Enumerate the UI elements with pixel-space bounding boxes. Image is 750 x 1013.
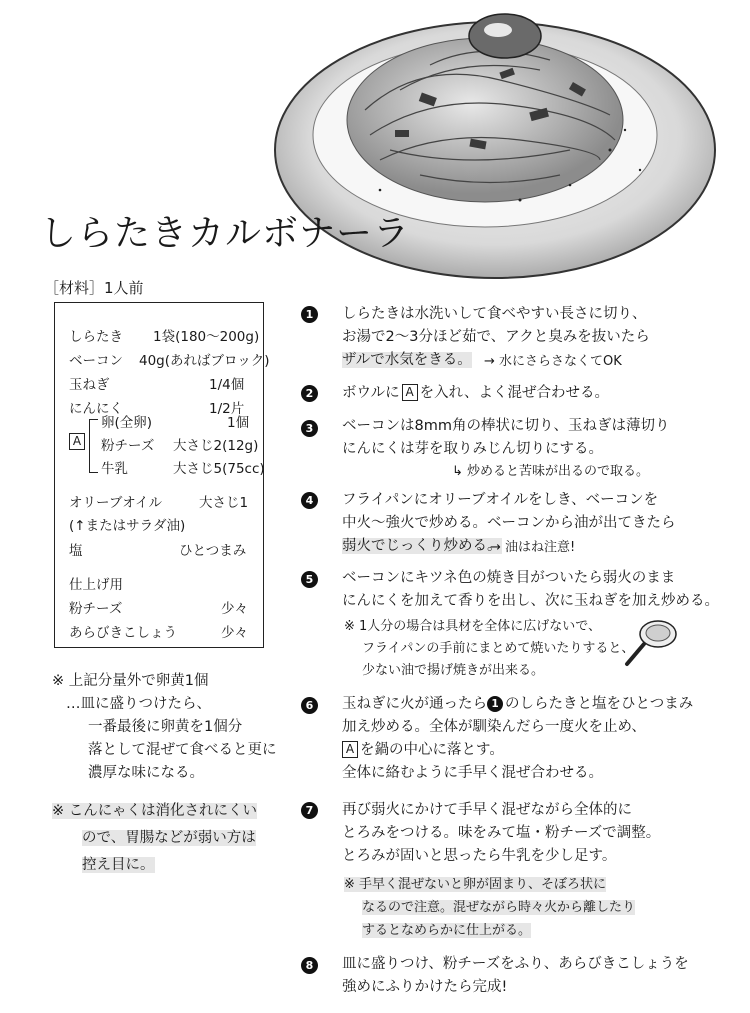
ingredient-amount: 少々 — [221, 625, 248, 641]
ingredient-name: オリーブオイル — [69, 495, 163, 511]
step-6-line: A を鍋の中心に落とす。 — [342, 738, 504, 759]
note-line: ※ 上記分量外で卵黄1個 — [52, 673, 209, 689]
ingredient-amount: 大さじ2(12g) — [173, 438, 259, 454]
step-number: 2 — [301, 385, 318, 402]
note-line: 控え目に。 — [82, 857, 155, 873]
ingredient-name: 玉ねぎ — [69, 377, 110, 393]
step-2-line: ボウルに A を入れ、よく混ぜ合わせる。 — [342, 385, 609, 401]
step-number: 5 — [301, 571, 318, 588]
step-5-line: ベーコンにキツネ色の焼き目がついたら弱火のまま — [342, 570, 676, 586]
note-line: 落として混ぜて食べると更に — [88, 742, 277, 758]
group-a-badge: A — [342, 741, 358, 758]
ingredient-finish-cheese — [69, 597, 248, 617]
ingredient-amount: 1個 — [227, 415, 250, 431]
ingredient-name: にんにく — [69, 401, 123, 417]
ingredient-amount: 40g(あればブロック) — [139, 353, 270, 369]
ingredient-oil-note: (↑またはサラダ油) — [69, 518, 186, 534]
step-ref-number: 1 — [487, 696, 503, 712]
step-7-sub: なるので注意。混ぜながら時々火から離したり — [362, 900, 636, 915]
ingredients-box — [54, 302, 270, 648]
step-1-line: しらたきは水洗いして食べやすい長さに切り、 — [342, 306, 647, 322]
step-3-line: ベーコンは8mm角の棒状に切り、玉ねぎは薄切り — [342, 418, 670, 434]
ingredient-name: 塩 — [69, 543, 83, 559]
ingredient-name: しらたき — [69, 329, 123, 345]
step-5-sub: フライパンの手前にまとめて焼いたりすると、 — [362, 641, 635, 656]
step-7-sub: ※ 手早く混ぜないと卵が固まり、そぼろ状に — [344, 877, 607, 892]
step-4-line: フライパンにオリーブオイルをしき、ベーコンを — [342, 492, 659, 508]
ingredient-bacon — [69, 349, 270, 369]
step-1-aside: → 水にさらさなくてOK — [484, 354, 622, 369]
ingredient-amount: 1袋(180～200g) — [153, 329, 260, 345]
step-5-sub: 少ない油で揚げ焼きが出来る。 — [362, 663, 545, 678]
ingredient-onion — [69, 373, 245, 393]
ingredient-amount: 大さじ1 — [199, 495, 249, 511]
note-konnyaku — [52, 798, 257, 879]
step-7-line: とろみをつける。味をみて塩・粉チーズで調整。 — [342, 825, 661, 841]
step-number: 7 — [301, 802, 318, 819]
step-4-aside: → 油はね注意! — [490, 540, 576, 555]
note-line: ので、胃腸などが弱い方は — [82, 830, 256, 846]
step-4-line: 弱火でじっくり炒める。 — [342, 538, 502, 554]
group-a-badge: A — [402, 384, 418, 401]
step-8-line: 皿に盛りつけ、粉チーズをふり、あらびきこしょうを — [342, 956, 689, 972]
note-yolk — [52, 670, 277, 785]
note-line: ※ こんにゃくは消化されにくい — [52, 803, 257, 819]
step-6-line: 全体に絡むように手早く混ぜ合わせる。 — [342, 765, 603, 781]
ingredient-salt — [69, 539, 247, 559]
step-6-line: 玉ねぎに火が通ったら 1 のしらたきと塩をひとつまみ — [342, 696, 694, 712]
ingredient-amount: 1/4個 — [209, 377, 245, 393]
step-number: 3 — [301, 420, 318, 437]
step-5-line: にんにくを加えて香りを出し、次に玉ねぎを加え炒める。 — [342, 593, 719, 609]
ingredient-finish-pepper — [69, 621, 248, 641]
step-6-line: 加え炒める。全体が馴染んだら一度火を止め、 — [342, 719, 646, 735]
finish-heading: 仕上げ用 — [69, 577, 123, 593]
step-3-aside: ↳ 炒めると苦味が出るので取る。 — [452, 464, 650, 479]
ingredient-milk — [101, 457, 265, 477]
ingredient-name: ベーコン — [69, 353, 123, 369]
step-number: 8 — [301, 957, 318, 974]
step-7-sub: するとなめらかに仕上がる。 — [362, 923, 532, 938]
step-4-line: 中火～強火で炒める。ベーコンから油が出てきたら — [342, 515, 676, 531]
ingredient-cheese — [101, 434, 259, 454]
ingredient-amount: 大さじ5(75cc) — [173, 461, 265, 477]
ingredient-oil — [69, 491, 249, 511]
step-1-line: ザルで水気をきる。 — [342, 352, 472, 368]
ingredient-name: 卵(全卵) — [101, 415, 153, 431]
ingredient-shirataki — [69, 325, 260, 345]
ingredient-name: 牛乳 — [101, 461, 128, 477]
group-a-badge: A — [69, 433, 85, 450]
group-a-bracket — [89, 419, 98, 473]
step-number: 1 — [301, 306, 318, 323]
note-line: …皿に盛りつけたら、 — [66, 696, 211, 712]
step-1-line: お湯で2～3分ほど茹で、アクと臭みを抜いたら — [342, 329, 650, 345]
ingredient-name: あらびきこしょう — [69, 625, 177, 641]
step-8-line: 強めにふりかけたら完成! — [342, 979, 508, 995]
ingredient-egg — [101, 411, 250, 431]
step-7-line: 再び弱火にかけて手早く混ぜながら全体的に — [342, 802, 632, 818]
ingredient-name: 粉チーズ — [69, 601, 123, 617]
note-line: 一番最後に卵黄を1個分 — [88, 719, 243, 735]
ingredient-name: 粉チーズ — [101, 438, 155, 454]
ingredient-amount: 1/2片 — [209, 401, 245, 417]
note-line: 濃厚な味になる。 — [88, 765, 204, 781]
step-5-sub: ※ 1人分の場合は具材を全体に広げないで、 — [344, 619, 602, 634]
ingredient-amount: 少々 — [221, 601, 248, 617]
step-3-line: にんにくは芽を取りみじん切りにする。 — [342, 441, 603, 457]
step-7-line: とろみが固いと思ったら牛乳を少し足す。 — [342, 848, 617, 864]
servings-label: ［材料］1人前 — [44, 279, 144, 297]
frying-pan-icon — [624, 612, 678, 668]
step-number: 4 — [301, 492, 318, 509]
step-number: 6 — [301, 697, 318, 714]
recipe-title: しらたきカルボナーラ — [40, 213, 411, 254]
ingredient-amount: ひとつまみ — [179, 543, 247, 559]
